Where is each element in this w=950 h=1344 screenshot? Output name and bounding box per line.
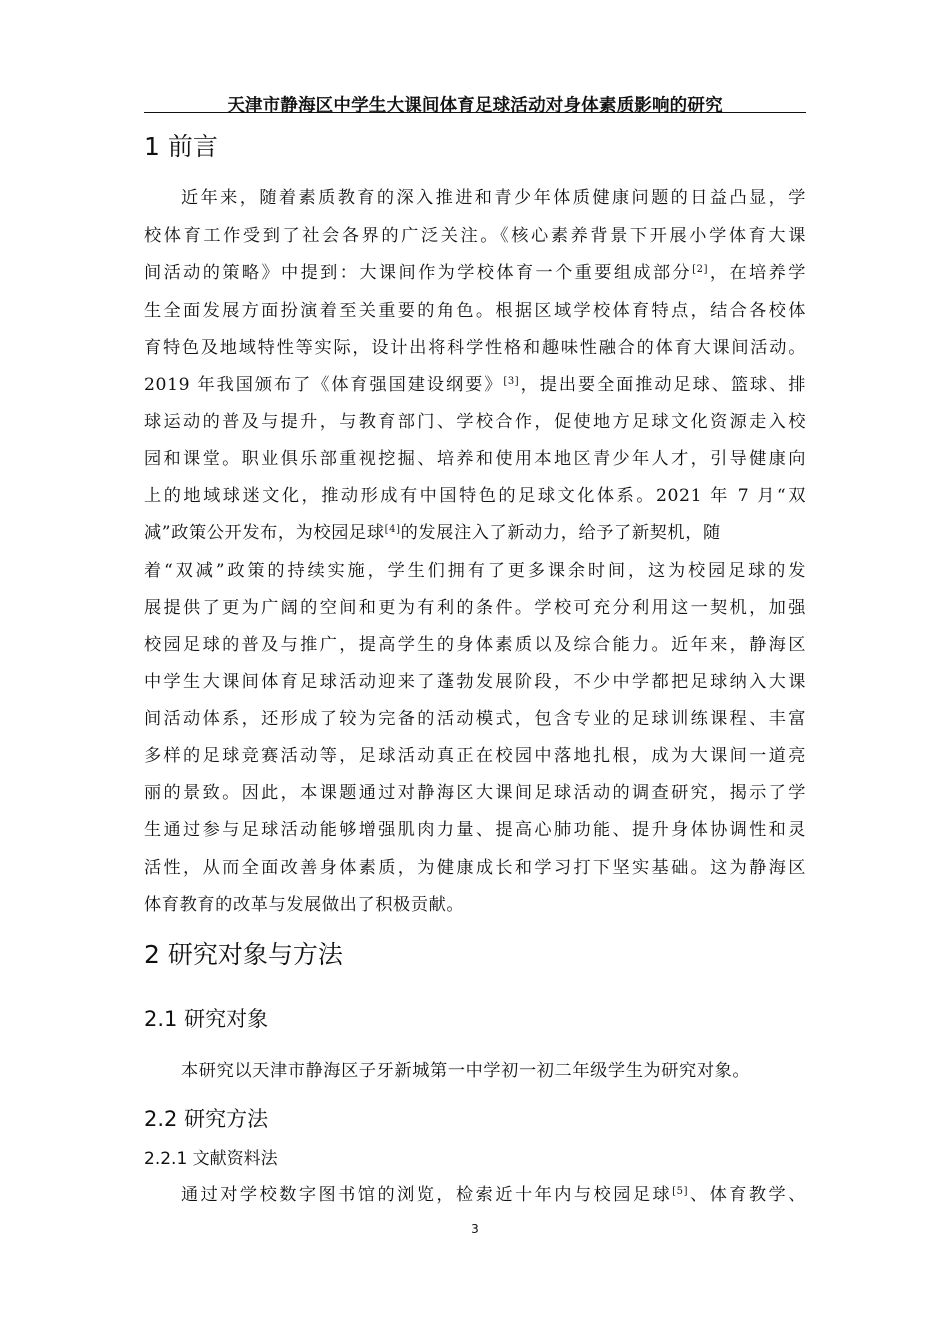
paragraph-text: ，在培养学 xyxy=(708,263,806,283)
citation: [4] xyxy=(384,524,401,535)
paragraph-line: 体育教育的改革与发展做出了积极贡献。 xyxy=(144,895,465,915)
paragraph-line: 丽的景致。因此，本课题通过对静海区大课间足球活动的调查研究，揭示了学 xyxy=(144,783,806,803)
paragraph-line: 间活动体系，还形成了较为完备的活动模式，包含专业的足球训练课程、丰富 xyxy=(144,709,806,729)
paragraph-line: 着“双减”政策的持续实施，学生们拥有了更多课余时间，这为校园足球的发 xyxy=(144,561,806,581)
paragraph-text: 的发展注入了新动力，给予了新契机，随 xyxy=(400,523,721,543)
paragraph-line: 校体育工作受到了社会各界的广泛关注。《核心素养背景下开展小学体育大课 xyxy=(144,226,806,246)
section-2-2-1-heading: 2.2.1 文献资料法 xyxy=(144,1149,278,1169)
section-2-heading: 2 研究对象与方法 xyxy=(144,940,343,969)
paragraph-line xyxy=(144,518,764,543)
section-2-2-heading: 2.2 研究方法 xyxy=(144,1107,269,1131)
paragraph-line: 中学生大课间体育足球活动迎来了蓬勃发展阶段，不少中学都把足球纳入大课 xyxy=(144,672,806,692)
citation: [3] xyxy=(503,376,520,387)
paragraph-line: 展提供了更为广阔的空间和更为有利的条件。学校可充分利用这一契机，加强 xyxy=(144,598,806,618)
paragraph-line: 校园足球的普及与推广，提高学生的身体素质以及综合能力。近年来，静海区 xyxy=(144,635,806,655)
paragraph-text: ，提出要全面推动足球、篮球、排 xyxy=(519,375,806,395)
paragraph-line: 本研究以天津市静海区子牙新城第一中学初一初二年级学生为研究对象。 xyxy=(181,1061,751,1081)
citation: [5] xyxy=(672,1186,689,1197)
paragraph-line: 生通过参与足球活动能够增强肌肉力量、提高心肺功能、提升身体协调性和灵 xyxy=(144,820,806,840)
header-title: 天津市静海区中学生大课间体育足球活动对身体素质影响的研究 xyxy=(227,96,723,116)
paragraph-text: 间活动的策略》中提到：大课间作为学校体育一个重要组成部分 xyxy=(144,263,693,283)
paragraph-text: 减”政策公开发布，为校园足球 xyxy=(144,523,385,543)
paragraph-line: 育特色及地域特性等实际，设计出将科学性格和趣味性融合的体育大课间活动。 xyxy=(144,338,806,358)
paragraph-text: 2019 年我国颁布了《体育强国建设纲要》 xyxy=(144,375,504,395)
paragraph-line: 上的地域球迷文化，推动形成有中国特色的足球文化体系。2021 年 7 月“双 xyxy=(144,486,806,506)
paragraph-line: 园和课堂。职业俱乐部重视挖掘、培养和使用本地区青少年人才，引导健康向 xyxy=(144,449,806,469)
citation: [2] xyxy=(692,264,709,275)
paragraph-line: 近年来，随着素质教育的深入推进和青少年体质健康问题的日益凸显，学 xyxy=(181,188,806,208)
section-2-1-heading: 2.1 研究对象 xyxy=(144,1007,269,1031)
paragraph-text: 通过对学校数字图书馆的浏览，检索近十年内与校园足球 xyxy=(181,1185,673,1205)
paragraph-line: 多样的足球竞赛活动等，足球活动真正在校园中落地扎根，成为大课间一道亮 xyxy=(144,746,806,766)
paragraph-line: 活性，从而全面改善身体素质，为健康成长和学习打下坚实基础。这为静海区 xyxy=(144,858,806,878)
paragraph-line xyxy=(181,1180,806,1205)
section-1-heading: 1 前言 xyxy=(144,132,218,161)
paragraph-line: 生全面发展方面扮演着至关重要的角色。根据区域学校体育特点，结合各校体 xyxy=(144,301,806,321)
page-number: 3 xyxy=(471,1222,479,1236)
paragraph-line: 球运动的普及与提升，与教育部门、学校合作，促使地方足球文化资源走入校 xyxy=(144,412,806,432)
paragraph-line xyxy=(144,258,806,283)
header-divider xyxy=(144,112,806,113)
paragraph-line xyxy=(144,370,806,395)
paragraph-text: 、体育教学、 xyxy=(688,1185,806,1205)
